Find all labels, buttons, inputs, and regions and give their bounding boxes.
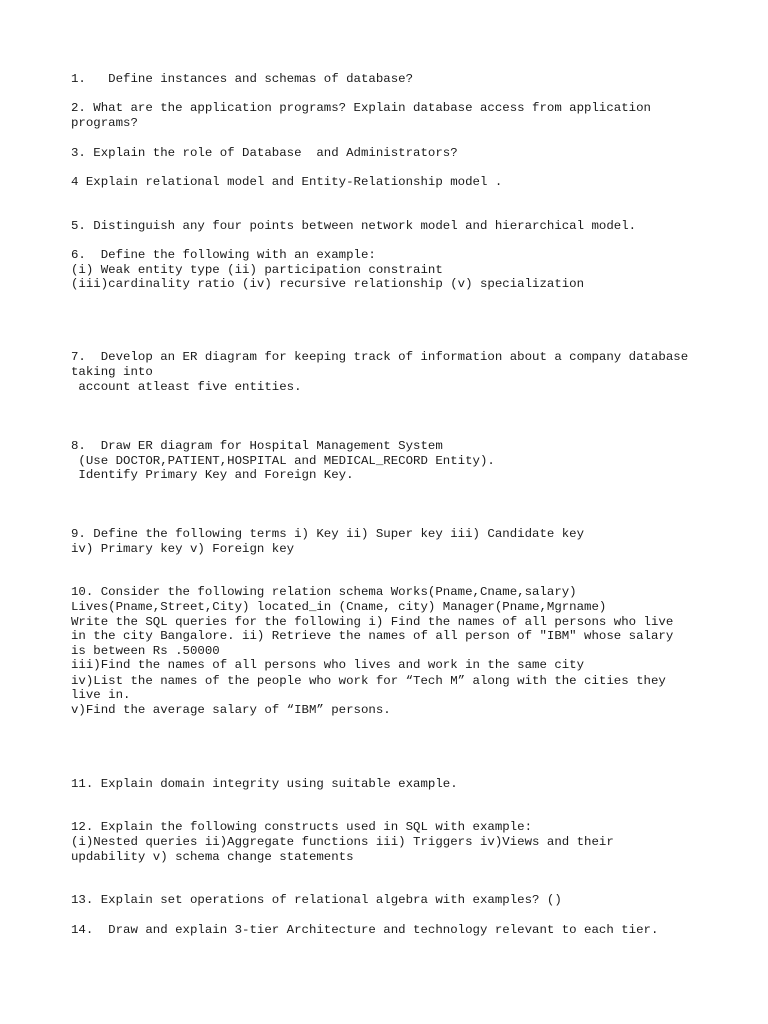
question-2-line-1: 2. What are the application programs? Explain database access from application bbox=[71, 101, 651, 115]
question-14-line-1: 14. Draw and explain 3-tier Architecture and technology relevant to each tier. bbox=[71, 923, 659, 937]
question-3-line-1: 3. Explain the role of Database and Administrators? bbox=[71, 146, 458, 160]
question-1-line-1: 1. Define instances and schemas of database? bbox=[71, 72, 414, 86]
question-10-line-4: in the city Bangalore. ii) Retrieve the names of all person of "IBM" whose salary bbox=[71, 629, 674, 643]
question-9-line-2: iv) Primary key v) Foreign key bbox=[71, 542, 295, 556]
question-8-line-1: 8. Draw ER diagram for Hospital Management System bbox=[71, 439, 443, 453]
question-6-line-2: (i) Weak entity type (ii) participation constraint bbox=[71, 263, 443, 277]
question-7-line-1: 7. Develop an ER diagram for keeping track of information about a company database bbox=[71, 350, 689, 364]
question-13-line-1: 13. Explain set operations of relational algebra with examples? () bbox=[71, 893, 562, 907]
question-10-line-6: iii)Find the names of all persons who lives and work in the same city bbox=[71, 658, 585, 672]
question-7-line-3: account atleast five entities. bbox=[71, 380, 302, 394]
question-4-line-1: 4 Explain relational model and Entity-Relationship model . bbox=[71, 175, 503, 189]
question-10-line-7: iv)List the names of the people who work for “Tech M” along with the cities they bbox=[71, 674, 666, 688]
question-10-line-8: live in. bbox=[71, 688, 131, 702]
question-10-line-3: Write the SQL queries for the following i) Find the names of all persons who live bbox=[71, 615, 674, 629]
question-12-line-2: (i)Nested queries ii)Aggregate functions iii) Triggers iv)Views and their bbox=[71, 835, 614, 849]
question-9-line-1: 9. Define the following terms i) Key ii) Super key iii) Candidate key bbox=[71, 527, 585, 541]
question-5-line-1: 5. Distinguish any four points between network model and hierarchical model. bbox=[71, 219, 637, 233]
question-7-line-2: taking into bbox=[71, 365, 153, 379]
question-8-line-3: Identify Primary Key and Foreign Key. bbox=[71, 468, 354, 482]
question-6-line-3: (iii)cardinality ratio (iv) recursive relationship (v) specialization bbox=[71, 277, 585, 291]
question-10-line-2: Lives(Pname,Street,City) located_in (Cname, city) Manager(Pname,Mgrname) bbox=[71, 600, 607, 614]
question-8-line-2: (Use DOCTOR,PATIENT,HOSPITAL and MEDICAL_RECORD Entity). bbox=[71, 454, 495, 468]
question-10-line-5: is between Rs .50000 bbox=[71, 644, 220, 658]
question-11-line-1: 11. Explain domain integrity using suitable example. bbox=[71, 777, 458, 791]
question-12-line-1: 12. Explain the following constructs used in SQL with example: bbox=[71, 820, 533, 834]
question-2-line-2: programs? bbox=[71, 116, 138, 130]
question-12-line-3: updability v) schema change statements bbox=[71, 850, 354, 864]
question-10-line-9: v)Find the average salary of “IBM” persons. bbox=[71, 703, 391, 717]
question-10-line-1: 10. Consider the following relation schema Works(Pname,Cname,salary) bbox=[71, 585, 577, 599]
question-6-line-1: 6. Define the following with an example: bbox=[71, 248, 376, 262]
